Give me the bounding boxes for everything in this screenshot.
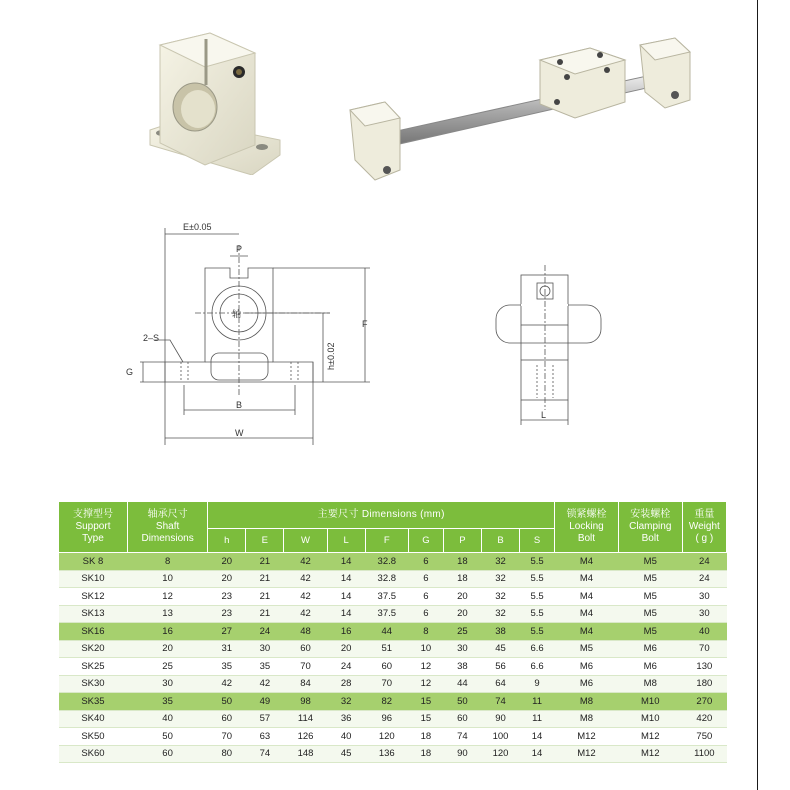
- table-cell: 38: [481, 623, 519, 641]
- table-cell: 60: [284, 640, 327, 658]
- table-cell: 38: [443, 658, 481, 676]
- table-cell: 750: [682, 728, 726, 746]
- table-cell: 14: [327, 553, 365, 571]
- table-cell: SK30: [59, 675, 128, 693]
- table-cell: 60: [443, 710, 481, 728]
- table-row: [59, 693, 727, 711]
- table-cell: 70: [208, 728, 246, 746]
- label-l: L: [541, 410, 547, 420]
- table-cell: 20: [208, 553, 246, 571]
- label-e: E±0.05: [183, 222, 212, 232]
- label-f: F: [362, 319, 368, 329]
- table-cell: 84: [284, 675, 327, 693]
- sub-header-cell: G: [408, 529, 443, 553]
- table-cell: 6: [408, 605, 443, 623]
- product-photo-shaft-support: [140, 25, 290, 175]
- table-cell: 14: [327, 605, 365, 623]
- header-shaft-dimensions: 轴承尺寸 Shaft Dimensions: [127, 502, 207, 553]
- header-weight: 重量 Weight ( g ): [682, 502, 726, 553]
- table-cell: 50: [208, 693, 246, 711]
- table-cell: 148: [284, 745, 327, 763]
- table-cell: M4: [555, 553, 619, 571]
- table-cell: 420: [682, 710, 726, 728]
- table-cell: M5: [618, 570, 682, 588]
- table-cell: M5: [618, 605, 682, 623]
- table-cell: 35: [127, 693, 207, 711]
- table-cell: 8: [408, 623, 443, 641]
- table-cell: 6.6: [520, 640, 555, 658]
- table-cell: 15: [408, 710, 443, 728]
- table-cell: 64: [481, 675, 519, 693]
- table-cell: 12: [408, 675, 443, 693]
- table-cell: 35: [208, 658, 246, 676]
- table-cell: 60: [365, 658, 408, 676]
- table-cell: M4: [555, 623, 619, 641]
- table-cell: M6: [618, 658, 682, 676]
- label-w: W: [235, 428, 244, 438]
- table-cell: 90: [481, 710, 519, 728]
- table-cell: 270: [682, 693, 726, 711]
- table-cell: 49: [246, 693, 284, 711]
- table-cell: M10: [618, 710, 682, 728]
- specification-table: [58, 501, 727, 763]
- table-cell: 42: [284, 588, 327, 606]
- table-cell: 51: [365, 640, 408, 658]
- technical-drawing: [0, 200, 790, 460]
- label-b: B: [236, 400, 243, 410]
- table-cell: 11: [520, 710, 555, 728]
- table-cell: M8: [555, 693, 619, 711]
- table-cell: SK40: [59, 710, 128, 728]
- table-cell: 5.5: [520, 588, 555, 606]
- table-cell: 23: [208, 605, 246, 623]
- sub-header-cell: B: [481, 529, 519, 553]
- table-cell: M10: [618, 693, 682, 711]
- table-cell: 40: [682, 623, 726, 641]
- table-cell: 8: [127, 553, 207, 571]
- table-cell: M4: [555, 588, 619, 606]
- table-cell: 31: [208, 640, 246, 658]
- table-cell: SK20: [59, 640, 128, 658]
- table-cell: 130: [682, 658, 726, 676]
- table-row: [59, 605, 727, 623]
- table-row: [59, 640, 727, 658]
- label-h: h±0.02: [326, 342, 336, 370]
- table-cell: M6: [555, 675, 619, 693]
- table-cell: M8: [555, 710, 619, 728]
- table-cell: 20: [443, 588, 481, 606]
- table-cell: 6: [408, 570, 443, 588]
- table-cell: SK25: [59, 658, 128, 676]
- table-cell: 37.5: [365, 588, 408, 606]
- table-cell: M5: [618, 588, 682, 606]
- table-cell: 74: [246, 745, 284, 763]
- table-cell: 32.8: [365, 553, 408, 571]
- table-cell: SK16: [59, 623, 128, 641]
- table-row: [59, 675, 727, 693]
- table-cell: 74: [481, 693, 519, 711]
- table-cell: 32: [481, 605, 519, 623]
- table-cell: SK50: [59, 728, 128, 746]
- table-cell: 27: [208, 623, 246, 641]
- table-cell: SK10: [59, 570, 128, 588]
- table-cell: 24: [246, 623, 284, 641]
- sub-header-cell: h: [208, 529, 246, 553]
- table-cell: 6.6: [520, 658, 555, 676]
- table-cell: 32: [481, 553, 519, 571]
- label-g: G: [126, 367, 134, 377]
- table-cell: 9: [520, 675, 555, 693]
- table-cell: 30: [246, 640, 284, 658]
- table-cell: 13: [127, 605, 207, 623]
- table-cell: 42: [284, 553, 327, 571]
- header-support-type: 支撑型号 Support Type: [59, 502, 128, 553]
- table-cell: 21: [246, 570, 284, 588]
- table-cell: 70: [284, 658, 327, 676]
- header-dimensions: 主要尺寸 Dimensions (mm): [208, 502, 555, 529]
- table-cell: 10: [408, 640, 443, 658]
- table-cell: SK12: [59, 588, 128, 606]
- table-cell: M8: [618, 675, 682, 693]
- table-cell: 14: [520, 745, 555, 763]
- table-cell: 20: [127, 640, 207, 658]
- table-cell: 21: [246, 588, 284, 606]
- table-cell: 98: [284, 693, 327, 711]
- table-cell: 25: [443, 623, 481, 641]
- table-cell: 80: [208, 745, 246, 763]
- table-cell: 20: [327, 640, 365, 658]
- table-row: [59, 710, 727, 728]
- table-cell: 18: [408, 745, 443, 763]
- table-cell: 40: [127, 710, 207, 728]
- table-cell: 20: [443, 605, 481, 623]
- sub-header-cell: S: [520, 529, 555, 553]
- table-body: [59, 553, 727, 763]
- table-cell: M12: [555, 745, 619, 763]
- table-cell: M5: [618, 553, 682, 571]
- table-row: [59, 553, 727, 571]
- sub-header-cell: P: [443, 529, 481, 553]
- table-cell: M5: [555, 640, 619, 658]
- table-cell: 1100: [682, 745, 726, 763]
- table-row: [59, 745, 727, 763]
- table-cell: M4: [555, 605, 619, 623]
- sub-header-cell: F: [365, 529, 408, 553]
- table-cell: 70: [682, 640, 726, 658]
- table-cell: 6: [408, 588, 443, 606]
- table-cell: 30: [682, 605, 726, 623]
- table-cell: 114: [284, 710, 327, 728]
- table-cell: 16: [327, 623, 365, 641]
- table-cell: SK60: [59, 745, 128, 763]
- table-cell: 18: [443, 570, 481, 588]
- table-cell: M4: [555, 570, 619, 588]
- table-cell: 24: [682, 570, 726, 588]
- table-cell: 14: [327, 588, 365, 606]
- table-cell: 90: [443, 745, 481, 763]
- table-cell: 11: [520, 693, 555, 711]
- table-cell: 180: [682, 675, 726, 693]
- label-shaft: 轴: [232, 309, 242, 319]
- table-cell: M12: [618, 745, 682, 763]
- table-cell: 100: [481, 728, 519, 746]
- table-cell: 57: [246, 710, 284, 728]
- table-cell: 12: [408, 658, 443, 676]
- sub-header-cell: E: [246, 529, 284, 553]
- table-cell: 45: [481, 640, 519, 658]
- table-cell: 23: [208, 588, 246, 606]
- table-cell: 35: [246, 658, 284, 676]
- table-cell: 37.5: [365, 605, 408, 623]
- table-cell: 70: [365, 675, 408, 693]
- header-clamping-bolt: 安装螺栓 Clamping Bolt: [618, 502, 682, 553]
- table-cell: 60: [127, 745, 207, 763]
- table-cell: 15: [408, 693, 443, 711]
- table-cell: 21: [246, 553, 284, 571]
- sub-header-cell: L: [327, 529, 365, 553]
- table-cell: 24: [682, 553, 726, 571]
- table-cell: 20: [208, 570, 246, 588]
- header-locking-bolt: 锁紧螺栓 Locking Bolt: [555, 502, 619, 553]
- table-cell: 30: [127, 675, 207, 693]
- table-cell: 5.5: [520, 623, 555, 641]
- table-cell: SK 8: [59, 553, 128, 571]
- label-s: 2–S: [143, 333, 160, 343]
- table-cell: 48: [284, 623, 327, 641]
- table-cell: M6: [618, 640, 682, 658]
- table-cell: 32: [327, 693, 365, 711]
- product-photo-shaft-assembly: [345, 30, 695, 185]
- table-cell: 14: [327, 570, 365, 588]
- table-cell: 63: [246, 728, 284, 746]
- table-cell: 30: [443, 640, 481, 658]
- table-cell: 126: [284, 728, 327, 746]
- table-cell: 50: [127, 728, 207, 746]
- table-cell: 82: [365, 693, 408, 711]
- table-cell: 5.5: [520, 570, 555, 588]
- table-cell: M6: [555, 658, 619, 676]
- table-cell: 36: [327, 710, 365, 728]
- table-cell: 42: [284, 605, 327, 623]
- table-cell: 40: [327, 728, 365, 746]
- table-cell: 30: [682, 588, 726, 606]
- table-cell: 16: [127, 623, 207, 641]
- table-cell: 32: [481, 588, 519, 606]
- table-cell: 28: [327, 675, 365, 693]
- table-cell: 42: [208, 675, 246, 693]
- table-cell: 18: [408, 728, 443, 746]
- label-p: P: [236, 244, 243, 254]
- table-cell: 32: [481, 570, 519, 588]
- table-cell: 120: [365, 728, 408, 746]
- table-cell: 14: [520, 728, 555, 746]
- table-row: [59, 623, 727, 641]
- table-cell: SK35: [59, 693, 128, 711]
- table-row: [59, 658, 727, 676]
- table-cell: 42: [284, 570, 327, 588]
- table-cell: 42: [246, 675, 284, 693]
- table-row: [59, 588, 727, 606]
- table-cell: 5.5: [520, 553, 555, 571]
- table-cell: SK13: [59, 605, 128, 623]
- table-cell: 45: [327, 745, 365, 763]
- table-cell: 25: [127, 658, 207, 676]
- table-cell: 12: [127, 588, 207, 606]
- table-cell: 32.8: [365, 570, 408, 588]
- table-cell: 24: [327, 658, 365, 676]
- table-cell: 21: [246, 605, 284, 623]
- table-cell: M12: [618, 728, 682, 746]
- table-cell: 44: [443, 675, 481, 693]
- table-cell: 60: [208, 710, 246, 728]
- table-cell: 136: [365, 745, 408, 763]
- table-row: [59, 570, 727, 588]
- table-cell: 74: [443, 728, 481, 746]
- table-cell: 96: [365, 710, 408, 728]
- table-cell: 10: [127, 570, 207, 588]
- table-cell: 44: [365, 623, 408, 641]
- table-cell: 50: [443, 693, 481, 711]
- sub-header-cell: W: [284, 529, 327, 553]
- table-cell: M5: [618, 623, 682, 641]
- table-cell: 5.5: [520, 605, 555, 623]
- table-cell: 56: [481, 658, 519, 676]
- table-cell: 120: [481, 745, 519, 763]
- table-cell: 6: [408, 553, 443, 571]
- table-row: [59, 728, 727, 746]
- table-cell: M12: [555, 728, 619, 746]
- table-cell: 18: [443, 553, 481, 571]
